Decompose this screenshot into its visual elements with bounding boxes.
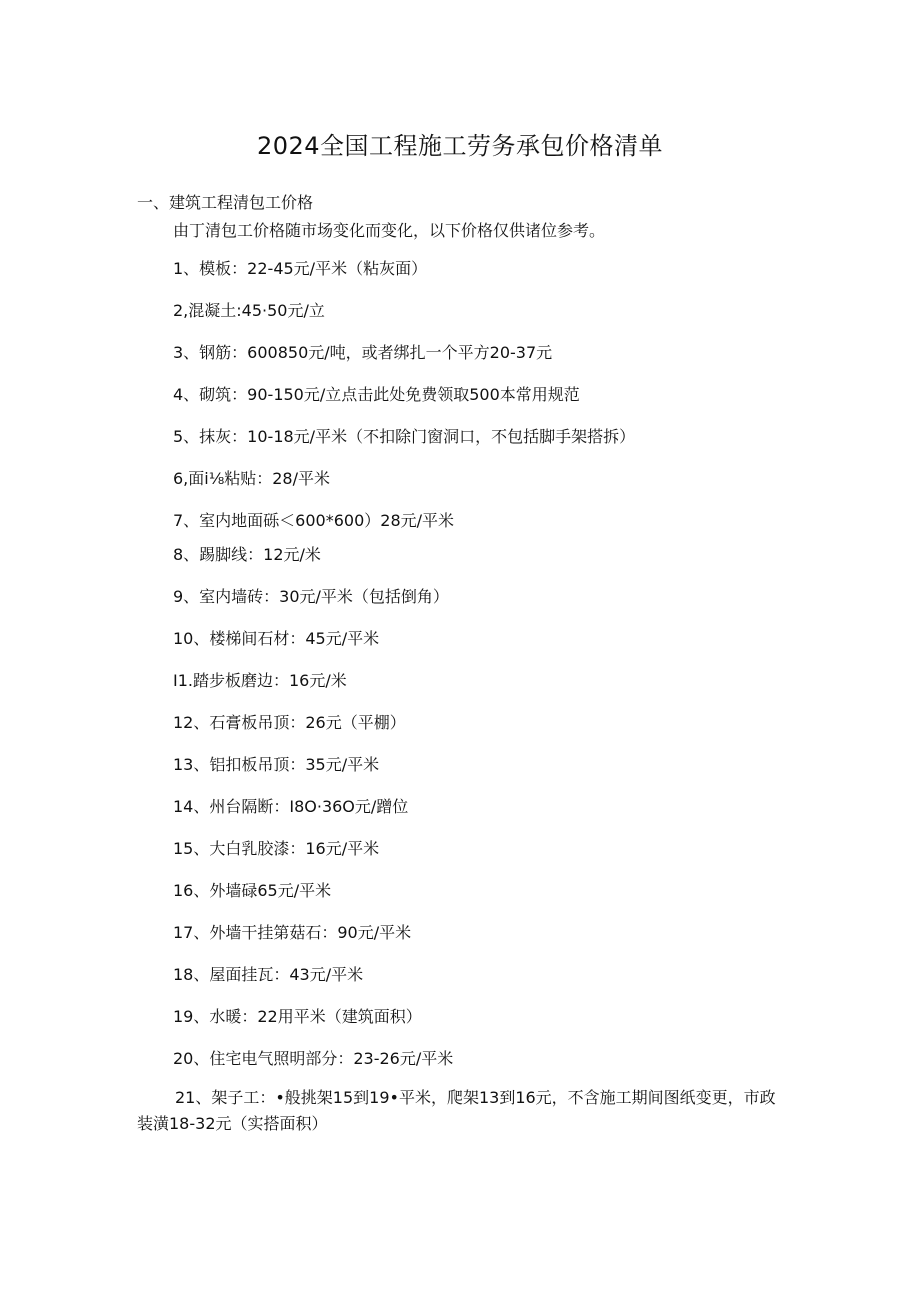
price-item: 12、石膏板吊顶：26元（平棚）: [173, 713, 406, 732]
price-item: 4、砌筑：90-150元/立点击此处免费领取500本常用规范: [173, 385, 580, 404]
price-item: 13、铝扣板吊顶：35元/平米: [173, 755, 380, 774]
section-heading: 一、建筑工程清包工价格: [137, 193, 314, 212]
price-item: 6,面i⅛粘贴：28/平米: [173, 469, 330, 488]
price-item: 17、外墙干挂第菇石：90元/平米: [173, 923, 412, 942]
price-item: 16、外墙碌65元/平米: [173, 881, 332, 900]
price-item: 5、抹灰：10-18元/平米（不扣除门窗洞口，不包括脚手架搭拆）: [173, 427, 636, 446]
price-item: 1、模板：22-45元/平米（粘灰面）: [173, 259, 428, 278]
price-item: 3、钢筋：600850元/吨，或者绑扎一个平方20-37元: [173, 343, 553, 362]
price-item: 7、室内地面砾＜600*600）28元/平米: [173, 511, 455, 530]
price-item: 8、踢脚线：12元/米: [173, 545, 321, 564]
price-item: I1.踏步板磨边：16元/米: [173, 671, 347, 690]
price-item: 15、大白乳胶漆：16元/平米: [173, 839, 380, 858]
price-item: 2,混凝土:45·50元/立: [173, 301, 325, 320]
price-item: 20、住宅电气照明部分：23-26元/平米: [173, 1049, 454, 1068]
price-item: 18、屋面挂瓦：43元/平米: [173, 965, 364, 984]
intro-paragraph: 由丁清包工价格随市场变化而变化，以下价格仅供诸位参考。: [173, 221, 606, 240]
price-item: 9、室内墙砖：30元/平米（包括倒角）: [173, 587, 449, 606]
price-item: 14、州台隔断：I8O·36O元/蹭位: [173, 797, 409, 816]
page-title: 2024全国工程施工劳务承包价格清单: [256, 132, 664, 160]
price-item: 10、楼梯间石材：45元/平米: [173, 629, 380, 648]
price-item-21: 21、架子工：•般挑架15到19•平米，爬架13到16元，不含施工期间图纸变更，市政装潢18-32元（实搭面积）: [137, 1088, 776, 1133]
price-item: 19、水暖：22用平米（建筑面积）: [173, 1007, 422, 1026]
